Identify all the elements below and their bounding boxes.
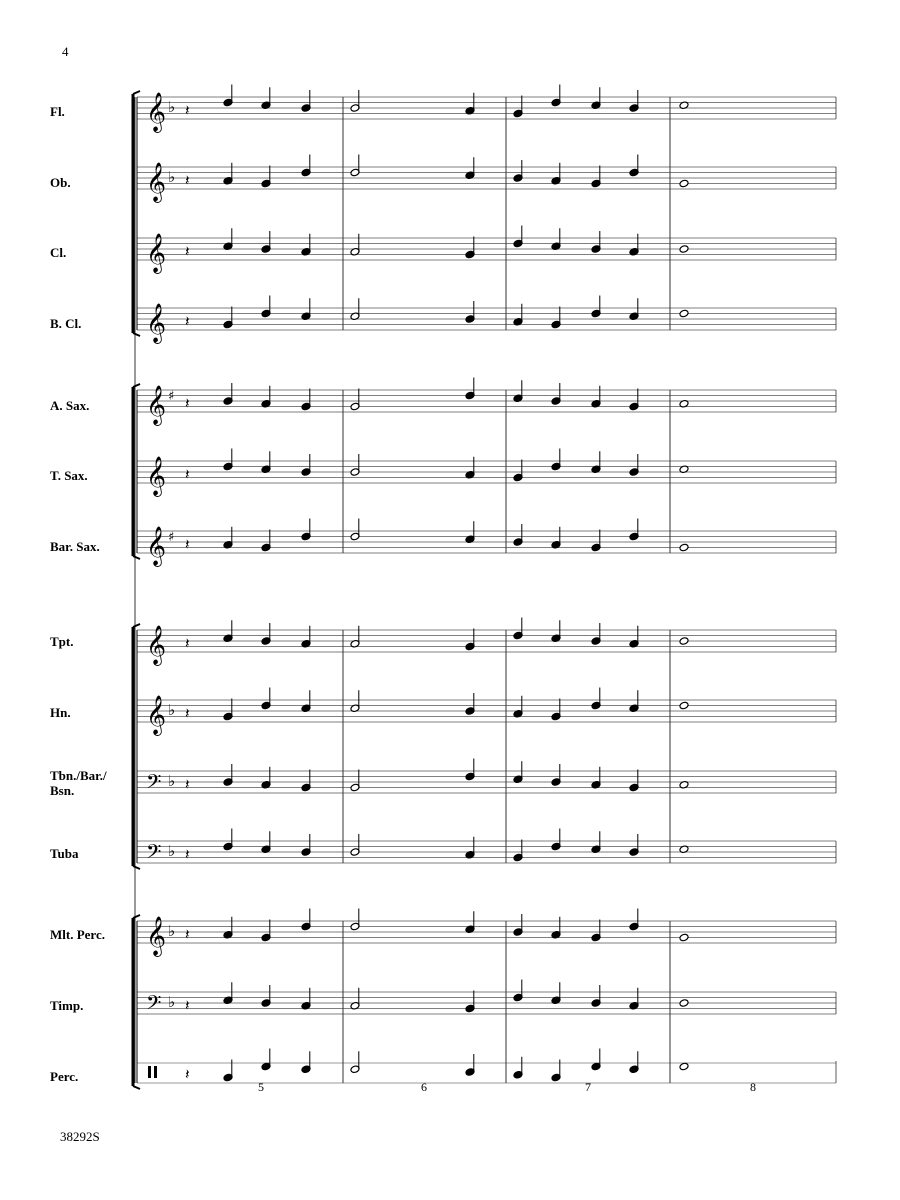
measure-number: 6 [421,1080,427,1094]
bass-clef-icon: 𝄢 [146,991,162,1019]
flat-icon: ♭ [168,168,176,186]
measure-number: 8 [750,1080,756,1094]
note-head [679,637,689,646]
bass-clef-icon: 𝄢 [146,770,162,798]
catalog-number: 38292S [60,1129,100,1144]
rest-icon: 𝄽 [185,394,190,413]
instrument-label: A. Sax. [50,398,90,413]
flat-icon: ♭ [168,842,176,860]
rest-icon: 𝄽 [185,704,190,723]
rest-icon: 𝄽 [185,101,190,120]
instrument-label: T. Sax. [50,468,88,483]
instrument-label: Tuba [50,846,79,861]
treble-clef-icon: 𝄞 [146,695,167,735]
measure-number: 5 [258,1080,264,1094]
treble-clef-icon: 𝄞 [146,233,167,273]
rest-icon: 𝄽 [185,996,190,1015]
instrument-label: Bar. Sax. [50,539,100,554]
flat-icon: ♭ [168,772,176,790]
flat-icon: ♭ [168,993,176,1011]
rest-icon: 𝄽 [185,775,190,794]
rest-icon: 𝄽 [185,845,190,864]
page-number: 4 [62,44,69,59]
rest-icon: 𝄽 [185,465,190,484]
instrument-label: Tbn./Bar./ Bsn. [50,768,107,798]
flat-icon: ♭ [168,701,176,719]
instrument-label: Tpt. [50,634,74,649]
percussion-clef-icon [148,1066,151,1078]
instrument-label: Timp. [50,998,84,1013]
note-head [679,309,689,318]
rest-icon: 𝄽 [185,634,190,653]
bracket-hook [133,915,140,918]
treble-clef-icon: 𝄞 [146,916,167,956]
instrument-label: Hn. [50,705,71,720]
instrument-label: Perc. [50,1069,79,1084]
instrument-label: Mlt. Perc. [50,927,105,942]
bracket-hook [133,333,140,336]
note-head [679,933,689,942]
note-head [679,179,689,188]
instrument-label: Ob. [50,175,71,190]
instrument-label: Fl. [50,104,65,119]
treble-clef-icon: 𝄞 [146,162,167,202]
treble-clef-icon: 𝄞 [146,526,167,566]
bracket-hook [133,866,140,869]
rest-icon: 𝄽 [185,171,190,190]
rest-icon: 𝄽 [185,242,190,261]
bracket-hook [133,556,140,559]
sharp-icon: ♯ [168,530,175,545]
treble-clef-icon: 𝄞 [146,385,167,425]
bracket-hook [133,384,140,387]
instrument-label: B. Cl. [50,316,82,331]
rest-icon: 𝄽 [185,535,190,554]
rest-icon: 𝄽 [185,925,190,944]
bracket-hook [133,624,140,627]
flat-icon: ♭ [168,98,176,116]
percussion-clef-icon [154,1066,157,1078]
rest-icon: 𝄽 [185,1065,190,1084]
treble-clef-icon: 𝄞 [146,92,167,132]
instrument-label: Cl. [50,245,67,260]
treble-clef-icon: 𝄞 [146,456,167,496]
bracket-hook [133,1086,140,1089]
note-head [679,245,689,254]
treble-clef-icon: 𝄞 [146,625,167,665]
note-head [679,999,689,1008]
treble-clef-icon: 𝄞 [146,303,167,343]
flat-icon: ♭ [168,922,176,940]
note-head [679,543,689,552]
bass-clef-icon: 𝄢 [146,840,162,868]
note-head [679,701,689,710]
rest-icon: 𝄽 [185,312,190,331]
bracket-hook [133,91,140,94]
note-head [679,1062,689,1071]
sharp-icon: ♯ [168,389,175,404]
measure-number: 7 [585,1080,591,1094]
